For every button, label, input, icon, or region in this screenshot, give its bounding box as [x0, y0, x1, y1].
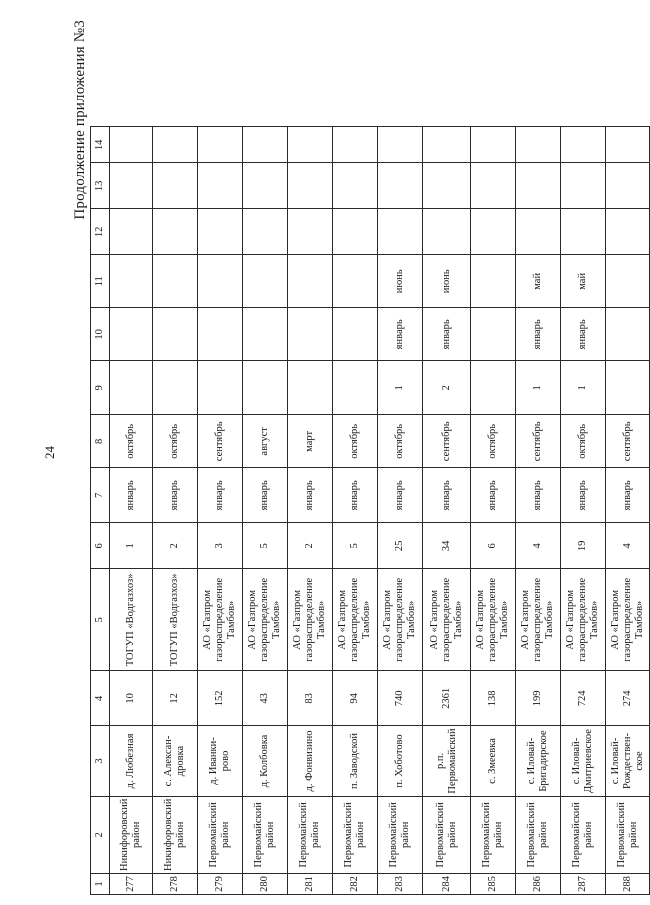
column-number-11: 11	[91, 255, 110, 308]
table-body	[110, 127, 650, 895]
table-cell-col-13	[333, 163, 378, 209]
table-cell-col-11	[288, 255, 333, 308]
table-cell-col-13	[243, 163, 288, 209]
table-row	[471, 127, 516, 895]
table-cell-col-8: сентябрь	[423, 415, 471, 468]
table-row	[561, 127, 606, 895]
table-cell-col-9: 1	[516, 361, 561, 415]
table-cell-col-8: октябрь	[153, 415, 198, 468]
table-cell-col-7: январь	[333, 468, 378, 523]
table-cell-col-14	[333, 127, 378, 163]
table-cell-col-6: 6	[471, 523, 516, 569]
table-cell-col-10	[198, 308, 243, 361]
table-cell-col-10	[471, 308, 516, 361]
table-row	[606, 127, 650, 895]
table-row	[110, 127, 153, 895]
table-cell-col-7: январь	[606, 468, 650, 523]
table-cell-col-14	[198, 127, 243, 163]
column-number-row	[91, 127, 110, 895]
table-cell-col-7: январь	[423, 468, 471, 523]
table-cell-col-13	[378, 163, 423, 209]
table-cell-col-5: ТОГУП «Водгазхоз»	[110, 569, 153, 671]
table-cell-col-9	[333, 361, 378, 415]
table-cell-col-10: январь	[516, 308, 561, 361]
table-row	[288, 127, 333, 895]
table-cell-col-13	[198, 163, 243, 209]
column-number-3: 3	[91, 726, 110, 796]
table-cell-col-5: АО «Газпром газораспределение Тамбов»	[243, 569, 288, 671]
table-cell-col-6: 4	[516, 523, 561, 569]
table-cell-col-10	[110, 308, 153, 361]
table-cell-col-12	[153, 209, 198, 255]
table-cell-col-6: 5	[243, 523, 288, 569]
table-cell-col-12	[243, 209, 288, 255]
table-cell-col-14	[606, 127, 650, 163]
page-number: 24	[42, 446, 57, 459]
table-row	[243, 127, 288, 895]
table-cell-col-8: август	[243, 415, 288, 468]
table-cell-col-6: 34	[423, 523, 471, 569]
table-cell-col-9	[198, 361, 243, 415]
table-cell-col-2: Первомайский район	[471, 796, 516, 873]
table-cell-col-14	[243, 127, 288, 163]
column-number-1: 1	[91, 874, 110, 895]
table-cell-col-4: 138	[471, 671, 516, 726]
table-cell-col-11	[243, 255, 288, 308]
table-row	[516, 127, 561, 895]
table-cell-col-1: 284	[423, 874, 471, 895]
table-cell-col-7: январь	[198, 468, 243, 523]
schedule-table-wrapper	[90, 126, 650, 895]
table-cell-col-5: АО «Газпром газораспределение Тамбов»	[471, 569, 516, 671]
table-cell-col-7: январь	[288, 468, 333, 523]
table-cell-col-2: Никифоровский район	[110, 796, 153, 873]
table-cell-col-10: январь	[561, 308, 606, 361]
table-cell-col-7: январь	[516, 468, 561, 523]
table-cell-col-12	[378, 209, 423, 255]
table-cell-col-3: с. Алексан-дровка	[153, 726, 198, 796]
table-cell-col-4: 724	[561, 671, 606, 726]
table-cell-col-6: 1	[110, 523, 153, 569]
table-cell-col-1: 283	[378, 874, 423, 895]
table-cell-col-5: АО «Газпром газораспределение Тамбов»	[516, 569, 561, 671]
table-cell-col-8: октябрь	[471, 415, 516, 468]
table-cell-col-2: Первомайский район	[288, 796, 333, 873]
table-cell-col-11: май	[516, 255, 561, 308]
table-cell-col-14	[471, 127, 516, 163]
table-cell-col-2: Никифоровский район	[153, 796, 198, 873]
column-number-9: 9	[91, 361, 110, 415]
table-cell-col-12	[516, 209, 561, 255]
table-cell-col-7: январь	[110, 468, 153, 523]
table-cell-col-3: с. Иловай-Рождествен-ское	[606, 726, 650, 796]
table-cell-col-11: июнь	[423, 255, 471, 308]
column-number-8: 8	[91, 415, 110, 468]
column-number-2: 2	[91, 796, 110, 873]
table-cell-col-4: 94	[333, 671, 378, 726]
table-cell-col-11	[471, 255, 516, 308]
table-cell-col-12	[561, 209, 606, 255]
table-cell-col-2: Первомайский район	[333, 796, 378, 873]
table-cell-col-3: д. Фонвизино	[288, 726, 333, 796]
column-number-6: 6	[91, 523, 110, 569]
table-cell-col-4: 83	[288, 671, 333, 726]
table-row	[153, 127, 198, 895]
table-cell-col-10	[288, 308, 333, 361]
table-cell-col-7: январь	[243, 468, 288, 523]
table-cell-col-3: р.п. Первомайский	[423, 726, 471, 796]
table-cell-col-12	[606, 209, 650, 255]
column-number-13: 13	[91, 163, 110, 209]
table-row	[423, 127, 471, 895]
table-cell-col-11: май	[561, 255, 606, 308]
table-cell-col-14	[561, 127, 606, 163]
column-number-10: 10	[91, 308, 110, 361]
table-cell-col-4: 274	[606, 671, 650, 726]
table-cell-col-5: АО «Газпром газораспределение Тамбов»	[198, 569, 243, 671]
table-cell-col-11	[333, 255, 378, 308]
table-cell-col-1: 287	[561, 874, 606, 895]
table-cell-col-5: АО «Газпром газораспределение Тамбов»	[423, 569, 471, 671]
table-cell-col-5: АО «Газпром газораспределение Тамбов»	[561, 569, 606, 671]
table-cell-col-14	[378, 127, 423, 163]
table-cell-col-13	[423, 163, 471, 209]
table-cell-col-9: 1	[561, 361, 606, 415]
table-cell-col-10	[333, 308, 378, 361]
table-cell-col-9	[153, 361, 198, 415]
table-cell-col-3: д. Колбовка	[243, 726, 288, 796]
table-cell-col-11	[606, 255, 650, 308]
table-cell-col-8: октябрь	[561, 415, 606, 468]
table-cell-col-8: сентябрь	[516, 415, 561, 468]
table-cell-col-6: 2	[288, 523, 333, 569]
table-cell-col-13	[471, 163, 516, 209]
column-number-5: 5	[91, 569, 110, 671]
table-cell-col-13	[516, 163, 561, 209]
table-cell-col-11	[153, 255, 198, 308]
table-cell-col-11: июнь	[378, 255, 423, 308]
table-cell-col-13	[153, 163, 198, 209]
table-cell-col-12	[198, 209, 243, 255]
table-cell-col-11	[198, 255, 243, 308]
table-cell-col-3: д. Любезная	[110, 726, 153, 796]
table-cell-col-13	[288, 163, 333, 209]
table-cell-col-10	[243, 308, 288, 361]
table-cell-col-3: с. Змеевка	[471, 726, 516, 796]
table-cell-col-14	[153, 127, 198, 163]
table-cell-col-6: 19	[561, 523, 606, 569]
table-cell-col-10: январь	[378, 308, 423, 361]
table-cell-col-13	[606, 163, 650, 209]
annex-title: Продолжение приложения №3	[72, 20, 88, 220]
column-number-12: 12	[91, 209, 110, 255]
table-cell-col-8: март	[288, 415, 333, 468]
column-number-7: 7	[91, 468, 110, 523]
table-cell-col-10: январь	[423, 308, 471, 361]
table-cell-col-3: с. Иловай-Бригадирское	[516, 726, 561, 796]
table-cell-col-1: 288	[606, 874, 650, 895]
column-number-14: 14	[91, 127, 110, 163]
table-cell-col-1: 281	[288, 874, 333, 895]
table-cell-col-2: Первомайский район	[423, 796, 471, 873]
table-cell-col-12	[288, 209, 333, 255]
table-cell-col-4: 152	[198, 671, 243, 726]
table-cell-col-7: январь	[561, 468, 606, 523]
table-cell-col-3: п. Заводской	[333, 726, 378, 796]
table-cell-col-14	[110, 127, 153, 163]
table-cell-col-13	[110, 163, 153, 209]
table-cell-col-5: АО «Газпром газораспределение Тамбов»	[288, 569, 333, 671]
table-cell-col-1: 277	[110, 874, 153, 895]
table-cell-col-12	[423, 209, 471, 255]
table-cell-col-4: 2361	[423, 671, 471, 726]
table-cell-col-9	[243, 361, 288, 415]
table-cell-col-1: 279	[198, 874, 243, 895]
table-cell-col-10	[153, 308, 198, 361]
table-cell-col-5: АО «Газпром газораспределение Тамбов»	[378, 569, 423, 671]
table-cell-col-14	[288, 127, 333, 163]
table-cell-col-5: ТОГУП «Водгазхоз»	[153, 569, 198, 671]
table-cell-col-4: 12	[153, 671, 198, 726]
table-cell-col-3: д. Иванки-рово	[198, 726, 243, 796]
table-cell-col-1: 286	[516, 874, 561, 895]
table-cell-col-3: с. Иловай-Дмитриевское	[561, 726, 606, 796]
table-row	[198, 127, 243, 895]
table-cell-col-10	[606, 308, 650, 361]
table-cell-col-4: 740	[378, 671, 423, 726]
table-cell-col-2: Первомайский район	[243, 796, 288, 873]
table-cell-col-4: 10	[110, 671, 153, 726]
table-cell-col-7: январь	[378, 468, 423, 523]
table-cell-col-2: Первомайский район	[606, 796, 650, 873]
table-cell-col-2: Первомайский район	[378, 796, 423, 873]
table-cell-col-1: 280	[243, 874, 288, 895]
table-cell-col-5: АО «Газпром газораспределение Тамбов»	[606, 569, 650, 671]
table-cell-col-1: 278	[153, 874, 198, 895]
table-cell-col-9	[110, 361, 153, 415]
table-cell-col-6: 25	[378, 523, 423, 569]
table-cell-col-8: октябрь	[110, 415, 153, 468]
table-cell-col-6: 4	[606, 523, 650, 569]
schedule-table	[90, 126, 650, 895]
table-cell-col-14	[423, 127, 471, 163]
table-cell-col-7: январь	[471, 468, 516, 523]
table-cell-col-2: Первомайский район	[561, 796, 606, 873]
table-cell-col-8: сентябрь	[606, 415, 650, 468]
table-cell-col-2: Первомайский район	[516, 796, 561, 873]
table-cell-col-7: январь	[153, 468, 198, 523]
table-cell-col-6: 5	[333, 523, 378, 569]
table-cell-col-5: АО «Газпром газораспределение Тамбов»	[333, 569, 378, 671]
table-cell-col-8: октябрь	[333, 415, 378, 468]
table-cell-col-14	[516, 127, 561, 163]
table-cell-col-9	[288, 361, 333, 415]
table-cell-col-9	[606, 361, 650, 415]
table-cell-col-11	[110, 255, 153, 308]
table-cell-col-2: Первомайский район	[198, 796, 243, 873]
table-cell-col-6: 3	[198, 523, 243, 569]
table-cell-col-12	[333, 209, 378, 255]
table-cell-col-6: 2	[153, 523, 198, 569]
table-cell-col-12	[471, 209, 516, 255]
table-cell-col-8: сентябрь	[198, 415, 243, 468]
table-cell-col-1: 285	[471, 874, 516, 895]
table-cell-col-9: 2	[423, 361, 471, 415]
table-cell-col-13	[561, 163, 606, 209]
table-cell-col-9	[471, 361, 516, 415]
column-number-4: 4	[91, 671, 110, 726]
table-cell-col-12	[110, 209, 153, 255]
table-cell-col-4: 43	[243, 671, 288, 726]
table-cell-col-3: п. Хоботово	[378, 726, 423, 796]
table-cell-col-1: 282	[333, 874, 378, 895]
table-cell-col-9: 1	[378, 361, 423, 415]
table-cell-col-8: октябрь	[378, 415, 423, 468]
table-cell-col-4: 199	[516, 671, 561, 726]
table-row	[378, 127, 423, 895]
table-row	[333, 127, 378, 895]
